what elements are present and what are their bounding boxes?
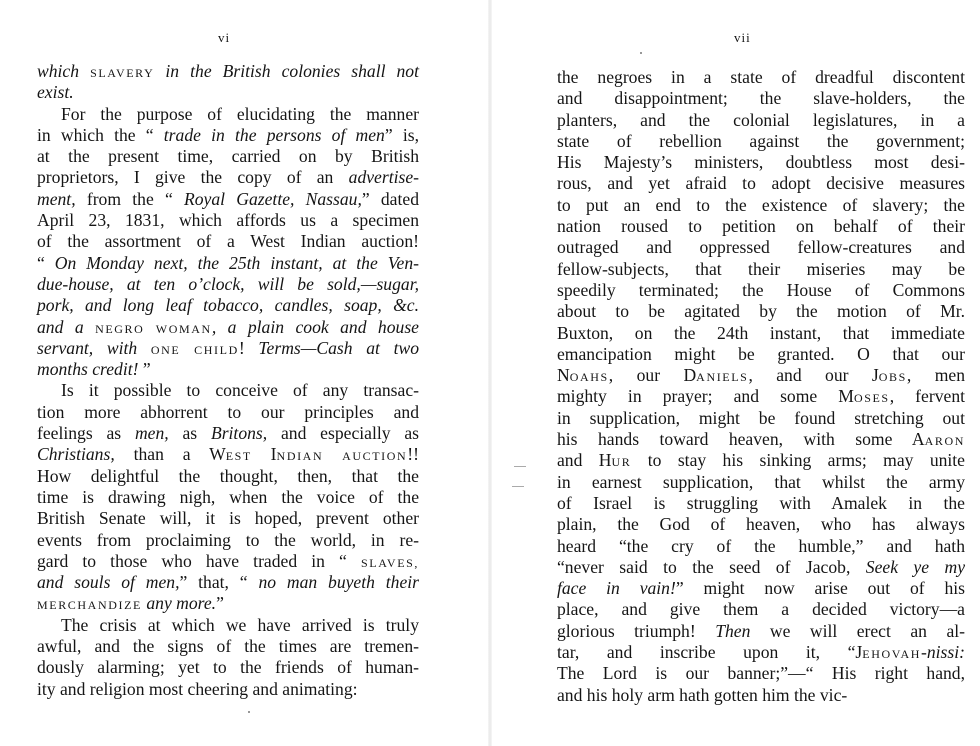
text-line — [37, 338, 419, 359]
text-run: due-house, at ten o’clock, will be sold,—sugar, — [37, 273, 419, 294]
text-run: I — [251, 444, 277, 465]
text-run: April 23, 1831, which affords us a specimen — [37, 210, 419, 231]
text-line — [557, 259, 965, 280]
text-run: AUCTION — [342, 449, 408, 464]
text-line — [557, 514, 965, 535]
text-run: , and our J — [748, 365, 879, 386]
text-line — [37, 253, 419, 274]
text-run: , our D — [608, 365, 697, 386]
text-run — [137, 338, 151, 358]
text-line — [557, 685, 965, 706]
text-run — [323, 444, 342, 464]
text-run: rous, and yet afraid to adopt decisive measures — [557, 173, 965, 194]
text-line — [557, 536, 965, 557]
text-run: months credit! — [37, 359, 139, 380]
text-line — [557, 195, 965, 216]
text-run: , a plain cook and house — [211, 316, 419, 337]
text-run: state of rebellion against the government; — [557, 130, 965, 151]
text-run: How delightful the thought, then, that the — [37, 465, 419, 486]
text-line — [37, 359, 419, 380]
text-run: ” dated — [361, 188, 419, 209]
text-run: “ — [37, 252, 55, 273]
text-run: For the purpose of elucidating the manner — [61, 103, 419, 124]
text-run: ment, — [37, 188, 76, 209]
text-run — [79, 61, 90, 81]
text-run: men, — [134, 423, 169, 444]
page-number: vii — [734, 30, 751, 45]
text-run: of the assortment of a West Indian auction! — [37, 231, 419, 252]
text-line — [557, 152, 965, 173]
text-run: face in vain! — [557, 578, 676, 599]
text-run: ” might now arise out of his — [675, 578, 965, 599]
page-number: vi — [218, 30, 231, 45]
text-line — [37, 189, 419, 210]
text-run: On Monday next, the 25th instant, at the Ven- — [54, 252, 419, 273]
text-run: Seek ye my — [865, 556, 965, 577]
text-run: EST — [225, 449, 252, 464]
text-run: tion more abhorrent to our principles and — [37, 401, 419, 422]
text-run: exist. — [37, 82, 74, 103]
text-run: , fervent — [889, 386, 965, 407]
text-run: Then — [715, 620, 751, 641]
text-run: plain, the God of heaven, who has always — [557, 514, 965, 535]
text-run: than a W — [114, 444, 226, 465]
text-line — [557, 642, 965, 663]
text-line — [557, 131, 965, 152]
text-run: at the present time, carried on by British — [37, 146, 419, 167]
text-run: about to be agitated by the motion of Mr. — [557, 301, 965, 322]
text-run: trade in the persons of men — [163, 124, 385, 145]
text-line — [557, 67, 965, 88]
text-line — [557, 237, 965, 258]
text-run: , men — [906, 365, 965, 386]
text-run: dously alarming; yet to the friends of human- — [37, 657, 419, 678]
text-run: OSES — [853, 391, 890, 406]
text-run: outraged and oppressed fellow-creatures and — [557, 237, 965, 258]
text-run: ity and religion most cheering and animating: — [37, 678, 358, 699]
text-line — [37, 466, 419, 487]
text-run: feelings as — [37, 423, 135, 444]
text-run: NDIAN — [276, 449, 324, 464]
text-run: awful, and the signs of the times are tremen- — [37, 636, 419, 657]
text-run: NEGRO WOMAN — [95, 321, 212, 336]
text-run: nissi: — [926, 642, 965, 663]
margin-mark — [514, 466, 526, 467]
text-line — [37, 167, 419, 188]
text-line — [37, 146, 419, 167]
text-line — [557, 450, 965, 471]
text-run: planters, and the colonial legislatures, in a — [557, 109, 965, 130]
text-run: and especially as — [267, 423, 419, 444]
text-line — [37, 125, 419, 146]
text-line — [557, 621, 965, 642]
text-run: OBS — [878, 370, 907, 385]
text-run: ” — [138, 359, 151, 380]
text-run: ARON — [924, 434, 965, 449]
text-run: UR — [611, 455, 632, 470]
text-run: !! — [407, 444, 419, 465]
text-run: and his holy arm hath gotten him the vic- — [557, 684, 848, 705]
text-run: events from proclaiming to the world, in re- — [37, 529, 419, 550]
text-run: The Lord is our banner;”—“ His right hand, — [557, 663, 965, 684]
text-line — [557, 663, 965, 684]
text-line — [557, 110, 965, 131]
text-line — [37, 444, 419, 465]
text-run: speedily terminated; the House of Commons — [557, 279, 965, 300]
text-run: as — [168, 423, 211, 444]
text-line — [37, 231, 419, 252]
text-run: Royal Gazette, Nassau, — [184, 188, 362, 209]
text-line — [37, 508, 419, 529]
text-run: heard “the cry of the humble,” and hath — [557, 535, 965, 556]
text-run: to put an end to the existence of slavery; the — [557, 194, 965, 215]
text-line — [37, 615, 419, 636]
text-line — [37, 487, 419, 508]
text-line — [37, 551, 419, 572]
ink-speck — [640, 52, 642, 54]
right-page — [490, 0, 980, 746]
text-run: Is it possible to conceive of any transac- — [61, 380, 419, 401]
text-line — [557, 301, 965, 322]
ink-speck — [248, 711, 250, 713]
text-line — [37, 295, 419, 316]
text-run — [84, 317, 95, 337]
text-run: in supplication, might be found stretching out — [557, 407, 965, 428]
text-run: in earnest supplication, that whilst the army — [557, 471, 965, 492]
text-run: in the British colonies shall not — [154, 61, 419, 81]
text-line — [37, 61, 419, 82]
text-line — [557, 365, 965, 386]
text-run: fellow-subjects, that their miseries may be — [557, 258, 965, 279]
text-line — [37, 210, 419, 231]
text-run: OAHS — [569, 370, 609, 385]
text-run: ! — [238, 337, 259, 358]
text-line — [37, 530, 419, 551]
text-run: MERCHANDIZE — [37, 598, 142, 613]
text-line — [37, 402, 419, 423]
text-line — [37, 679, 419, 700]
margin-mark — [512, 486, 524, 487]
text-run: and H — [557, 450, 612, 471]
text-run: of Israel is struggling with Amalek in the — [557, 492, 965, 513]
text-run: EHOVAH — [862, 647, 921, 662]
text-run: place, and give them a decided victory—a — [557, 599, 965, 620]
text-run: and a — [37, 316, 84, 337]
text-line — [37, 82, 419, 103]
text-run: Britons, — [210, 423, 268, 444]
text-line — [557, 557, 965, 578]
text-run: SLAVES, — [361, 555, 419, 570]
text-line — [557, 386, 965, 407]
page-text — [37, 61, 419, 700]
text-line — [557, 472, 965, 493]
text-run: Buxton, on the 24th instant, that immediate — [557, 322, 965, 343]
text-run: gard to those who have traded in “ — [37, 550, 361, 571]
text-line — [557, 323, 965, 344]
text-line — [37, 274, 419, 295]
text-line — [557, 493, 965, 514]
text-line — [37, 572, 419, 593]
text-run: pork, and long leaf tobacco, candles, soap, &c. — [37, 295, 419, 316]
text-run: - — [921, 642, 927, 663]
text-run: nation roused to petition on behalf of their — [557, 216, 965, 237]
text-line — [37, 636, 419, 657]
text-run: advertise- — [348, 167, 419, 188]
text-run: “never said to the seed of Jacob, — [557, 556, 866, 577]
text-run: ” — [216, 593, 224, 614]
text-line — [37, 380, 419, 401]
text-run: emancipation might be granted. O that our — [557, 343, 965, 364]
text-run: from the “ — [75, 188, 185, 209]
text-run: his hands toward heaven, with some A — [557, 429, 925, 450]
text-run: in which the “ — [37, 124, 164, 145]
text-line — [557, 344, 965, 365]
text-run: servant, with — [37, 337, 138, 358]
text-run: tar, and inscribe upon it, “J — [557, 642, 863, 663]
text-run: and souls of men, — [37, 572, 180, 593]
text-run: and disappointment; the slave-holders, the — [557, 88, 965, 109]
text-line — [557, 216, 965, 237]
text-run: British Senate will, it is hoped, prevent other — [37, 508, 419, 529]
text-line — [557, 429, 965, 450]
text-run: to stay his sinking arms; may unite — [631, 450, 965, 471]
text-run: SLAVERY — [90, 66, 155, 80]
text-line — [37, 423, 419, 444]
text-line — [37, 657, 419, 678]
text-line — [557, 88, 965, 109]
text-run: we will erect an al- — [750, 620, 965, 641]
text-line — [37, 317, 419, 338]
text-run: mighty in prayer; and some M — [557, 386, 854, 407]
text-line — [557, 599, 965, 620]
text-run: N — [557, 365, 570, 386]
text-run: ONE CHILD — [150, 342, 239, 357]
text-run: no man buyeth their — [258, 572, 419, 593]
text-line — [37, 593, 419, 614]
text-run: Christians, — [37, 444, 115, 465]
text-line — [557, 173, 965, 194]
text-line — [557, 280, 965, 301]
text-run: ” is, — [384, 124, 420, 145]
text-run: The crisis at which we have arrived is truly — [61, 614, 419, 635]
page-text — [557, 67, 965, 706]
text-run: His Majesty’s ministers, doubtless most desi- — [557, 152, 965, 173]
text-run: ” that, “ — [179, 572, 259, 593]
text-line — [557, 578, 965, 599]
text-line — [557, 408, 965, 429]
text-run: the negroes in a state of dreadful discontent — [557, 67, 965, 87]
text-run: which — [37, 61, 80, 81]
text-line — [37, 104, 419, 125]
text-run: ANIELS — [696, 370, 749, 385]
text-run: Terms—Cash at two — [258, 337, 419, 358]
text-run: time is drawing nigh, when the voice of the — [37, 486, 419, 507]
text-run: proprietors, I give the copy of an — [37, 167, 349, 188]
text-run: any more. — [146, 593, 217, 614]
text-run: glorious triumph! — [557, 620, 716, 641]
